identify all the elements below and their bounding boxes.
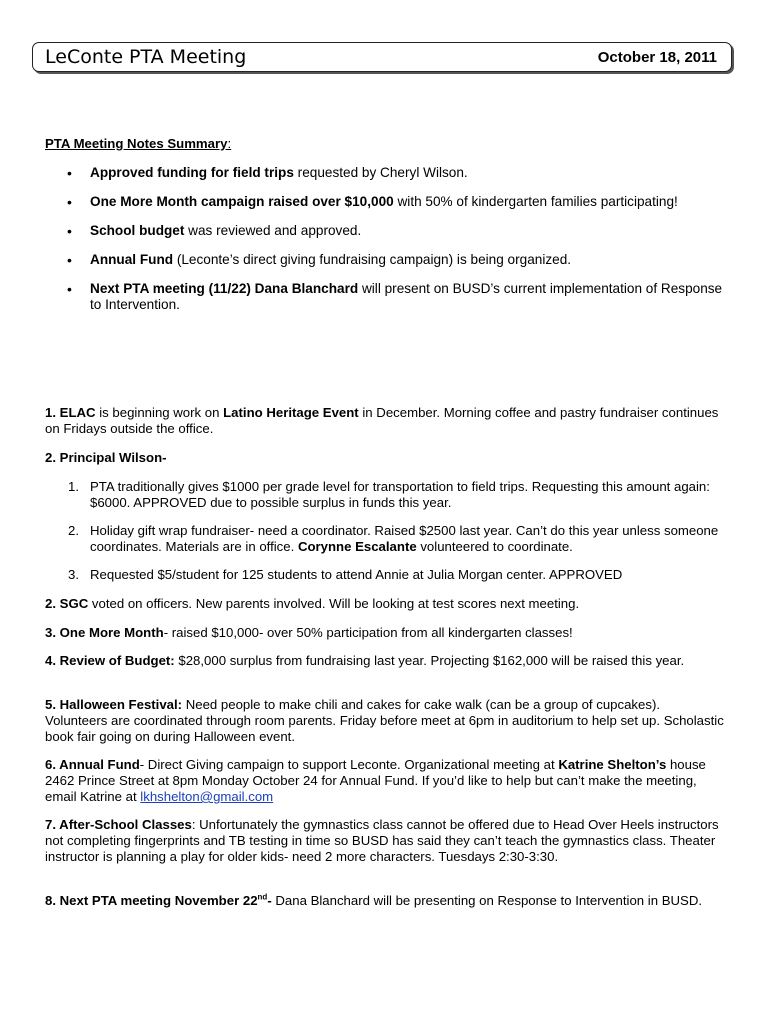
- meeting-date: October 18, 2011: [597, 49, 717, 66]
- list-item: • Next PTA meeting (11/22) Dana Blanchard will present on BUSD’s current implementation of Response to Intervention.: [45, 281, 725, 313]
- list-item: • Annual Fund (Leconte’s direct giving fundraising campaign) is being organized.: [45, 252, 725, 268]
- note-principal-heading: 2. Principal Wilson-: [45, 450, 167, 465]
- email-link[interactable]: lkhshelton@gmail.com: [140, 789, 274, 804]
- note-elac: 1. ELAC is beginning work on Latino Heritage Event in December. Morning coffee and pastry fundraiser continues on Fridays outside the office.: [45, 405, 719, 436]
- document-title: LeConte PTA Meeting: [45, 46, 247, 68]
- header-box: [32, 42, 732, 72]
- summary-list: [45, 165, 725, 326]
- note-next-meeting: 8. Next PTA meeting November 22nd- Dana Blanchard will be presenting on Response to Intervention in BUSD.: [45, 892, 703, 908]
- list-item: 3. Requested $5/student for 125 students to attend Annie at Julia Morgan center. APPROVED: [68, 567, 623, 582]
- summary-heading: PTA Meeting Notes Summary:: [45, 136, 232, 151]
- note-one-more-month: 3. One More Month- raised $10,000- over 50% participation from all kindergarten classes!: [45, 625, 573, 640]
- note-annual-fund: 6. Annual Fund- Direct Giving campaign to support Leconte. Organizational meeting at Katrine Shelton’s house 2462 Prince Street at 8pm Monday October 24 for Annual Fund. If you’d like to help but can’t make the meeting, email Katrine at lkhshelton@gmail.com: [45, 757, 706, 804]
- list-item: • Approved funding for field trips requested by Cheryl Wilson.: [45, 165, 725, 181]
- list-item: 2. Holiday gift wrap fundraiser- need a coordinator. Raised $2500 last year. Can’t do this year unless someone coordinates. Materials are in office. Corynne Escalante volunteered to coordinate.: [68, 523, 719, 554]
- list-item: 1. PTA traditionally gives $1000 per grade level for transportation to field trips. Requesting this amount again: $6000. APPROVED due to possible surplus in funds this year.: [68, 479, 710, 510]
- note-budget: 4. Review of Budget: $28,000 surplus from fundraising last year. Projecting $162,000 will be raised this year.: [45, 653, 685, 668]
- list-item: • One More Month campaign raised over $10,000 with 50% of kindergarten families participating!: [45, 194, 725, 210]
- list-item: • School budget was reviewed and approved.: [45, 223, 725, 239]
- note-halloween: 5. Halloween Festival: Need people to make chili and cakes for cake walk (can be a group of cupcakes). Volunteers are coordinated through room parents. Friday before meet at 6pm in auditorium to help set up. Scholastic book fair going on during Halloween event.: [45, 697, 724, 744]
- note-sgc: 2. SGC voted on officers. New parents involved. Will be looking at test scores next meeting.: [45, 596, 580, 611]
- note-after-school: 7. After-School Classes: Unfortunately the gymnastics class cannot be offered due to Head Over Heels instructors not completing fingerprints and TB testing in time so BUSD has said they can’t teach the gymnastics class. Theater instructor is planning a play for older kids- need 2 more characters. Tuesdays 2:30-3:30.: [45, 817, 719, 864]
